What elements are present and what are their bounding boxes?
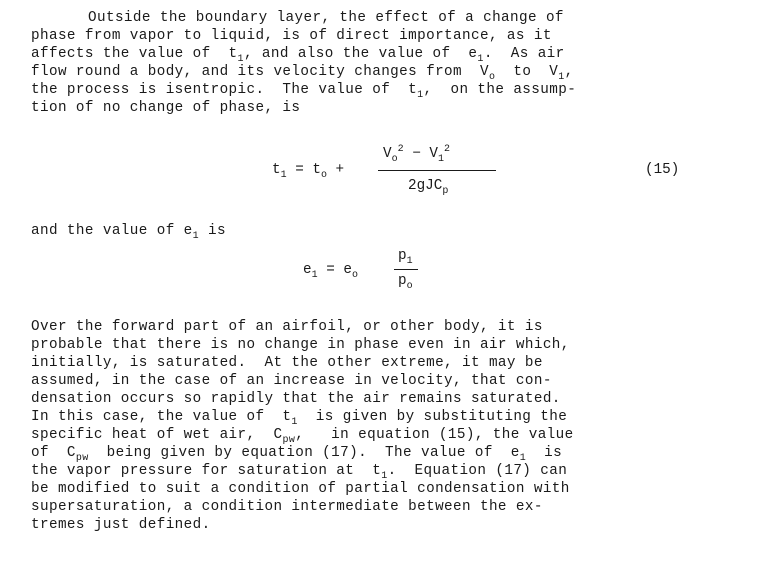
para3-line2: probable that there is no change in phase even in air which, [31,337,570,353]
para1-line3: affects the value of $t_1$, and also the value of $e_1$. As air [31,46,565,65]
eq-e1-fraction-bar [394,269,418,270]
eq-e1-lhs: $e_1 = e_o$ [303,262,358,281]
para3-line4: assumed, in the case of an increase in velocity, that con- [31,373,552,389]
eq15-number: (15) [645,162,680,178]
eq-e1-denominator: $p_o$ [398,273,413,292]
eq15-numerator: $V_o^2 - V_1^2$ [383,144,450,165]
para3-line8: of $C_{pw}$ being given by equation (17). The value of $e_1$ is [31,445,563,464]
para3-line6: In this case, the value of $t_1$ is given by substituting the [31,409,568,428]
para2-line: and the value of $e_1$ is [31,223,226,242]
eq15-lhs: $t_1 = t_o$ + [272,162,353,181]
para3-line7: specific heat of wet air, $C_{pw}$, in equation (15), the value [31,427,574,446]
para1-line5: the process is isentropic. The value of $t_1$, on the assump- [31,82,577,101]
para1-line6: tion of no change of phase, is [31,100,301,116]
para1-line4: flow round a body, and its velocity changes from $V_o$ to $V_1$, [31,64,574,83]
para3-line3: initially, is saturated. At the other extreme, it may be [31,355,543,371]
para3-line12: tremes just defined. [31,517,211,533]
eq15-denominator: 2gJC$_p$ [408,178,449,197]
para3-line5: densation occurs so rapidly that the air remains saturated. [31,391,561,407]
eq15-fraction-bar [378,170,496,171]
para1-line1: Outside the boundary layer, the effect of a change of [88,10,564,26]
eq-e1-numerator: $p_1$ [398,248,413,267]
para3-line9: the vapor pressure for saturation at $t_1$. Equation (17) can [31,463,568,482]
para3-line10: be modified to suit a condition of partial condensation with [31,481,570,497]
para1-line2: phase from vapor to liquid, is of direct importance, as it [31,28,552,44]
para3-line1: Over the forward part of an airfoil, or other body, it is [31,319,543,335]
para3-line11: supersaturation, a condition intermediate between the ex- [31,499,543,515]
